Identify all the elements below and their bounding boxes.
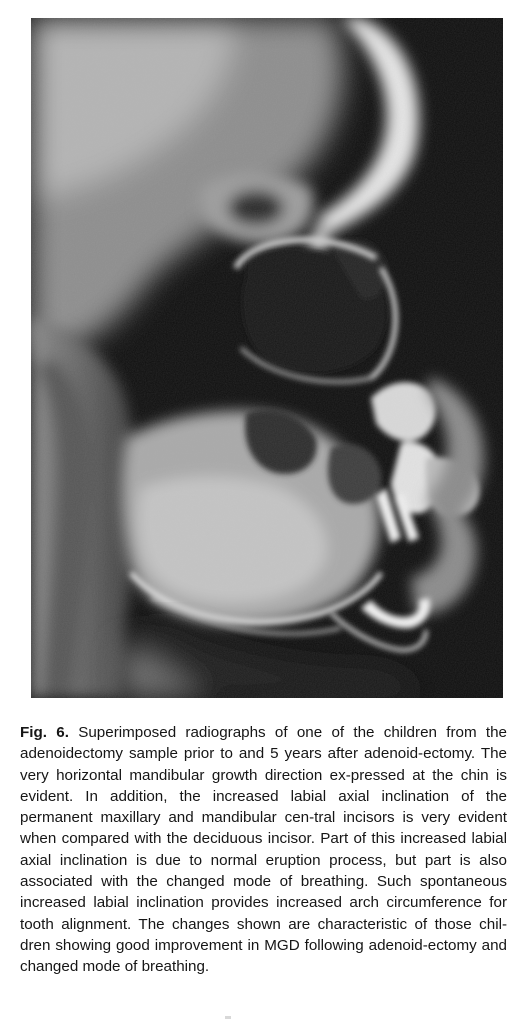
figure-caption-text: Superimposed radiographs of one of the children from the adenoidectomy sample prior to and 5 years after adenoid-ectomy. The very horizontal mandibular growth direction ex-pressed at the chin is evident. In addition, the increased labial axial inclination of the permanent maxillary and mandibular cen-tral incisors is very evident when compared with the deciduous incisor. Part of this increased labial axial inclination is due to normal eruption process, but part is also associated with the changed mode of breathing. Such spontaneous increased labial inclination provides increased arch circumference for tooth alignment. The changes shown are characteristic of those chil-dren showing good improvement in MGD following adenoid-ectomy and changed mode of breathing. <box>20 724 507 976</box>
figure-label: Fig. 6. <box>20 724 69 741</box>
film-grain <box>31 18 503 698</box>
radiograph-image <box>31 18 503 698</box>
radiograph-figure <box>31 18 503 698</box>
page-mark <box>225 1016 231 1019</box>
figure-caption <box>20 722 507 978</box>
